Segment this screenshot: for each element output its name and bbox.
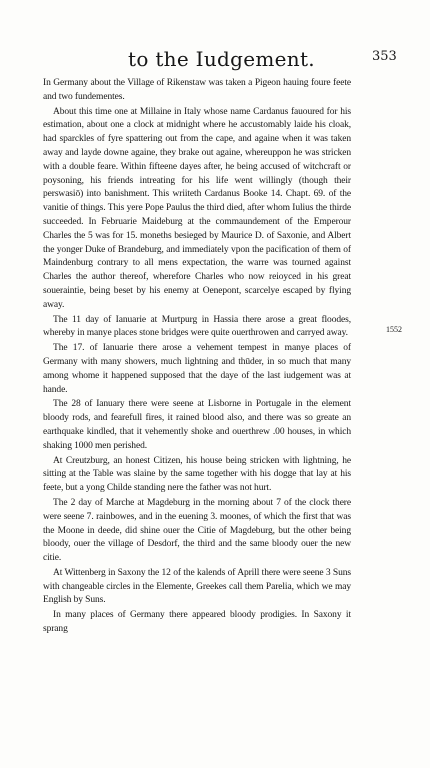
running-header: to the Iudgement. — [128, 47, 315, 71]
paragraph-lisborne: The 28 of Ianuary there were seene at Lisborne in Portugale in the element bloody rods, and fearefull fires, it rained blood also, and there was so greate an earthquake kindled, that it vehemently shoke and ouerthrew .00 houses, in which shaking 1000 men perished. — [43, 399, 351, 451]
paragraph-creutzburg: At Creutzburg, an honest Citizen, his house being stricken with lightning, he sitting at the Table was slaine by the same together with his dogge that lay at his feete, but a yong Childe standing nere the father was not hurt. — [43, 455, 351, 494]
paragraph-wittenberg: At Wittenberg in Saxony the 12 of the kalends of Aprill there were seene 3 Suns with changeable circles in the Elemente, Greekes call them Parelia, which we may English by Suns. — [43, 567, 351, 606]
margin-year-note: 1552 — [386, 325, 402, 334]
paragraph-pigeon: In Germany about the Village of Rikenstaw was taken a Pigeon hauing foure feete and two fundementes. — [43, 78, 351, 102]
paragraph-murtpurg-flood: The 11 day of Ianuarie at Murtpurg in Hassia there arose a great floodes, whereby in manye places stone bridges were quite ouerthrowen and carryed away. — [43, 314, 351, 339]
body-text — [43, 77, 351, 638]
paragraph-magdeburg: The 2 day of Marche at Magdeburg in the morning about 7 of the clock there were seene 7. rainbowes, and in the euening 3. moones, of which the first that was the Moone in deede, did shine ouer the Citie of Magdeburg, but the other being bloody, ouer the village of Desdorf, the third and the same bloody ouer the new citie. — [43, 497, 351, 564]
paragraph-january-tempest: The 17. of Ianuarie there arose a vehement tempest in manye places of Germany with many showers, much lightning and thūder, in so much that many among whome it happened supposed that the daye of the last iudgement was at hande. — [43, 343, 351, 395]
page-number: 353 — [372, 49, 397, 64]
paragraph-cardanus: About this time one at Millaine in Italy whose name Cardanus fauoured for his estimation, about one a clock at midnight where he accustomably laide his cloak, had sparckles of fyre spattering out from the cape, and againe when it was taken away and layde downe againe, they brake out againe, whereuppon he was stricken with a double feare. Within fifteene dayes after, he being accused of witchcraft or poysoning, his friends intreating for his life went willingly (though their perswasiō) into banishment. This wriiteth Cardanus Booke 14. Chapt. 69. of the vanitie of things. This yere Pope Paulus the third died, after whom Iulius the thirde succeeded. In Februarie Maideburg at the commaundement of the Emperour Charles the 5 was for 15. moneths besieged by Maurice D. of Saxonie, and Albert the yonger Duke of Brandeburg, and immediately vpon the pacification of them of Maindenburg contrary to all mens expectation, the warre was tourned against Charles the author thereof, wherefore Charles who now reioyced in his great soueraintie, being beset by his enemy at Oenepont, scarcelye escaped by flying away. — [43, 106, 351, 310]
paragraph-bloody-prodigies: In many places of Germany there appeared bloody prodigies. In Saxony it sprang — [43, 610, 351, 635]
